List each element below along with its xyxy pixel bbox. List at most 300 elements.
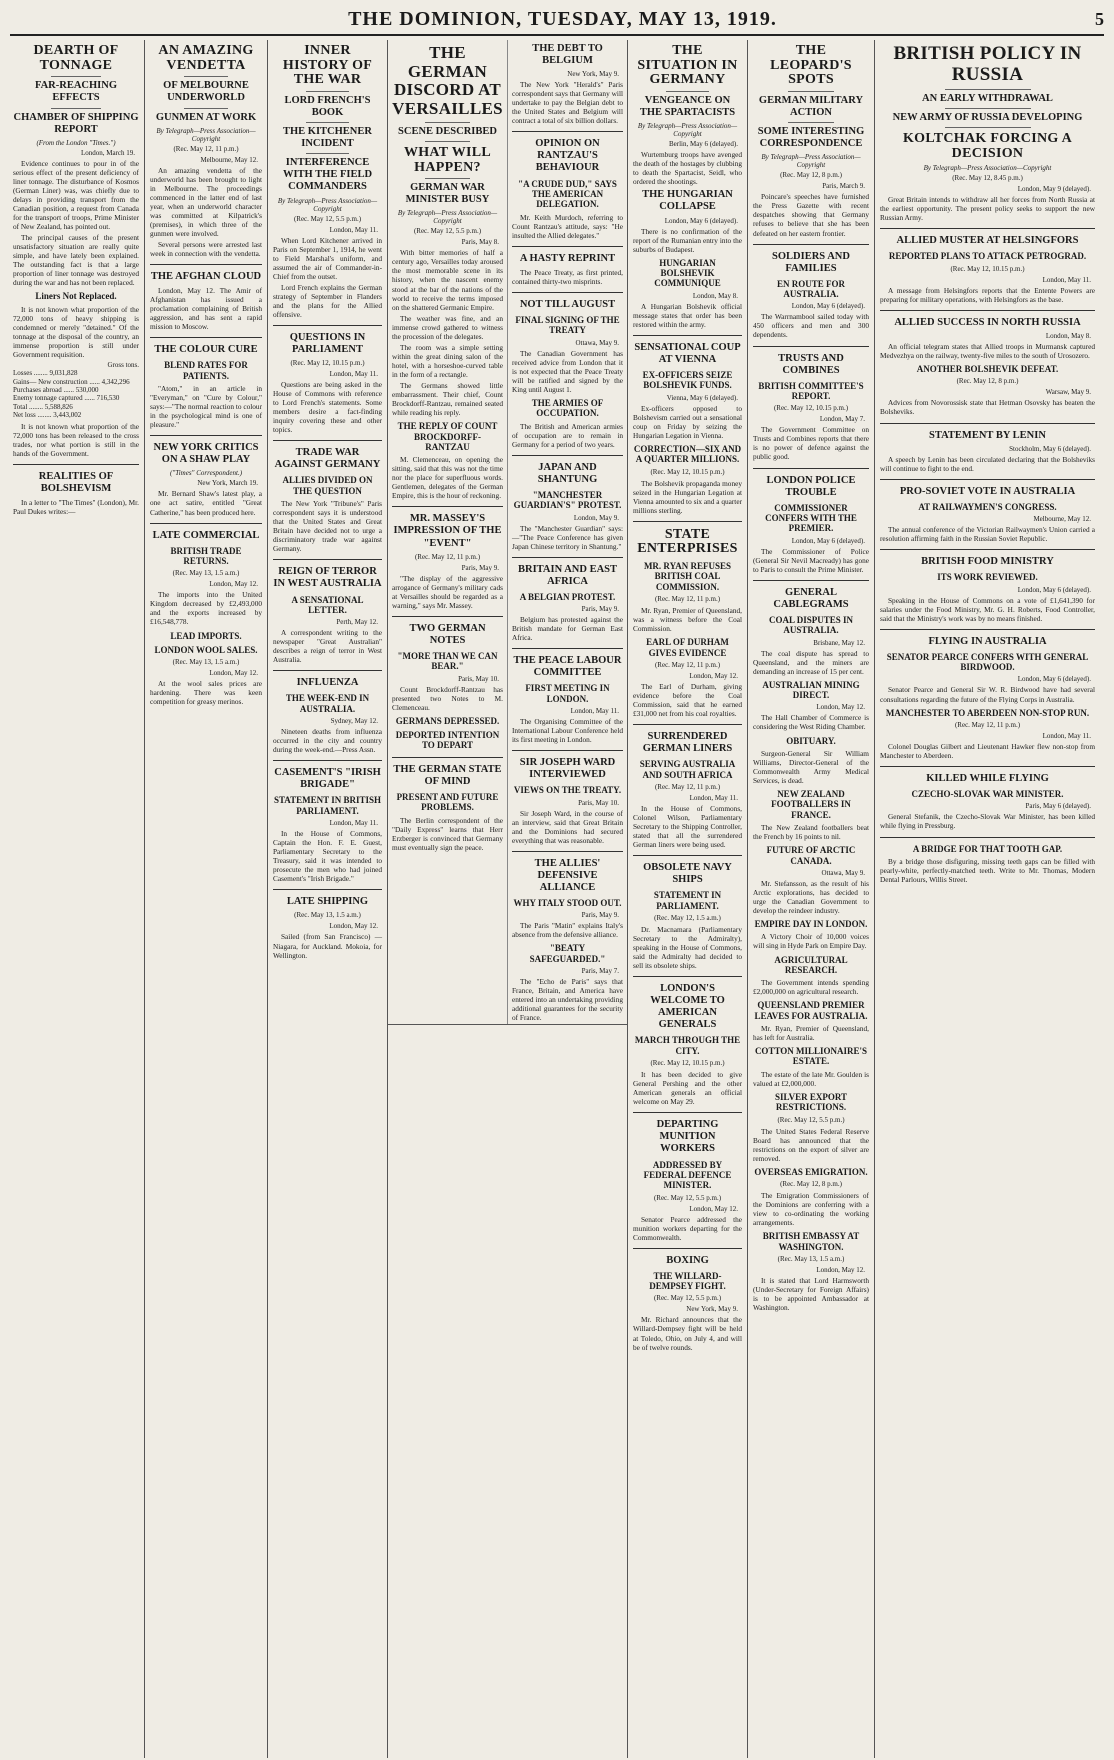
article-paragraph: The Warrnambool sailed today with 450 officers and men and 300 dependents.: [753, 312, 869, 340]
subhead: FINAL SIGNING OF THE TREATY: [515, 314, 620, 336]
headline-hasty-reprint: A HASTY REPRINT: [519, 252, 616, 264]
subhead: BRITISH COMMITTEE'S REPORT.: [758, 380, 864, 401]
dateline: Paris, March 9.: [822, 182, 865, 191]
article-paragraph: With bitter memories of half a century ago, Versailles today aroused the most memorable scene in its history, when the nascent enemy stood at the bar of the nations of the world to receive the terms imposed on the shattered Germanic Empire.: [392, 248, 503, 312]
article-paragraph: In the House of Commons, Colonel Wilson, Parliamentary Secretary to the Shipping Controller, stated that all the surrendered German liners were being used.: [633, 803, 742, 850]
headline-afghan-cloud: THE AFGHAN CLOUD: [150, 271, 262, 283]
received-date: (Rec. May 13, 1.5 a.m.): [172, 569, 240, 578]
dateline: London, May 11.: [1042, 275, 1091, 284]
divider: [150, 337, 262, 338]
divider: [273, 889, 382, 890]
subhead: REPORTED PLANS TO ATTACK PETROGRAD.: [888, 251, 1087, 262]
subhead: SILVER EXPORT RESTRICTIONS.: [774, 1091, 848, 1113]
headline-defensive-alliance: THE ALLIES' DEFENSIVE ALLIANCE: [534, 857, 601, 893]
headline-joseph-ward: SIR JOSEPH WARD INTERVIEWED: [519, 757, 616, 781]
article-paragraph: Great Britain intends to withdraw all her forces from North Russia at the earliest opportunity. The present policy seeks to support the new Russian Army.: [880, 195, 1095, 223]
divider: [666, 91, 710, 92]
received-date: (Rec. May 12, 5.5 p.m.): [293, 214, 362, 223]
headline-japan-shantung: JAPAN AND SHANTUNG: [537, 461, 598, 485]
headline-situation-germany: THE SITUATION IN GERMANY: [637, 43, 738, 88]
article-paragraph: The New York "Herald's" Paris correspondent says that Germany will undertake to pay the Belgian debt to the United States and Belgium will contract a total of six billion dollars.: [512, 80, 623, 126]
article-paragraph: Questions are being asked in the House of Commons with reference to Lord French's statements. Some members desire a fact-finding inquiry covering these and other topics.: [273, 380, 382, 435]
headline-vienna-coup: SENSATIONAL COUP AT VIENNA: [634, 341, 741, 365]
subhead: THE REPLY OF COUNT BROCKDORFF-RANTZAU: [397, 421, 498, 452]
lead-story-top: [388, 40, 627, 1025]
dateline: London, May 12.: [329, 922, 378, 931]
dateline: London, May 12.: [209, 669, 258, 678]
article-paragraph: "Atom," in an article in "Everyman," on "Cure by Colour," says:—"The normal reaction to colour in the psychological mind is one of pleasure.": [150, 384, 262, 430]
table-row: Gains— New construction ...... 4,342,296: [13, 377, 130, 386]
subhead: COMMISSIONER CONFERS WITH THE PREMIER.: [765, 502, 857, 534]
dateline: New York, March 19.: [197, 479, 258, 488]
received-date: (Rec. May 12, 11 p.m.): [173, 144, 239, 153]
subhead: OF MELBOURNE UNDERWORLD: [163, 80, 249, 104]
divider: [633, 976, 742, 977]
subhead: "MORE THAN WE CAN BEAR.": [397, 650, 498, 672]
headline-german-state-of-mind: THE GERMAN STATE OF MIND: [393, 763, 502, 787]
article-paragraph: Count Brockdorff-Rantzau has presented two Notes to M. Clemenceau.: [392, 684, 503, 712]
subhead: A BELGIAN PROTEST.: [519, 591, 616, 602]
article-paragraph: An amazing vendetta of the underworld has been brought to light in Melbourne. The proceedings commenced in the latter end of last year, when an underworld character was committed at Kilpatrick's (premises), in which three of the gunmen were involved.: [150, 165, 262, 238]
credit-line: By Telegraph—Press Association—Copyright: [277, 196, 378, 213]
dateline: London, May 11.: [570, 707, 619, 716]
article-paragraph: Speaking in the House of Commons on a vote of £1,641,390 for salaries under the Food Ministry, Mr. G. H. Roberts, Food Controller, said that the Ministry's work was by no means finished.: [880, 595, 1095, 623]
dateline: Paris, May 10.: [578, 798, 619, 807]
article-paragraph: The Government Committee on Trusts and Combines reports that there is no power of defence against the public good.: [753, 425, 869, 462]
headline-boxing: BOXING: [666, 1254, 709, 1266]
article-paragraph: There is no confirmation of the report of the Rumanian entry into the suburbs of Budapest.: [633, 226, 742, 254]
received-date: (Rec. May 12, 10.15 p.m.): [290, 359, 365, 368]
divider: [273, 440, 382, 441]
subhead: THE WILLARD-DEMPSEY FIGHT.: [649, 1270, 726, 1292]
article-paragraph: Sir Joseph Ward, in the course of an interview, said that Great Britain and the Dominions had secured everything that was reasonable.: [512, 808, 623, 845]
subhead: SOME INTERESTING CORRESPONDENCE: [757, 126, 865, 150]
headline-dearth-of-tonnage: DEARTH OF TONNAGE: [33, 43, 119, 73]
received-date: (Rec. May 12, 5.5 p.m.): [653, 1193, 722, 1202]
column-1: [8, 40, 145, 1758]
dateline: London, May 6 (delayed).: [791, 302, 865, 311]
received-date: (Rec. May 12, 8 p.m.): [780, 1180, 842, 1189]
divider: [184, 108, 229, 109]
article-paragraph: The room was a simple setting within the great dining salon of the hotel, with a horseshoe-curved table in the form of a rectangle.: [392, 342, 503, 379]
article-paragraph: Senator Pearce addressed the munition workers departing for the Commonwealth.: [633, 1214, 742, 1242]
divider: [880, 423, 1095, 424]
article-paragraph: Mr. Ryan, Premier of Queensland, was a witness before the Coal Commission.: [633, 606, 742, 634]
subhead: HUNGARIAN BOLSHEVIK COMMUNIQUE: [654, 257, 721, 289]
received-date: (Rec. May 12, 10.15 p.m.): [650, 1059, 725, 1068]
divider: [51, 76, 101, 77]
received-date: (Rec. May 12, 11 p.m.): [654, 595, 721, 604]
table-row: Gross tons.: [107, 360, 139, 369]
subhead: BLEND RATES FOR PATIENTS.: [164, 360, 248, 381]
headline-leopards-spots: THE LEOPARD'S SPOTS: [770, 43, 852, 88]
headline-obsolete-navy: OBSOLETE NAVY SHIPS: [643, 862, 732, 886]
headline-german-liners: SURRENDERED GERMAN LINERS: [642, 731, 733, 755]
divider: [788, 122, 834, 123]
advertisement-text: By a bridge those disfiguring, missing teeth gaps can be filled with pearly-white, perfectly-matched teeth. Write to Mr. Thomas, Modern Dental Parlours, Willis Street.: [880, 856, 1095, 884]
subhead: DEPORTED INTENTION TO DEPART: [395, 730, 500, 751]
subhead-koltchak: KOLTCHAK FORCING A DECISION: [902, 130, 1073, 161]
divider: [788, 91, 834, 92]
column-4: [388, 40, 628, 1758]
divider: [512, 246, 623, 247]
headline-british-policy-russia: BRITISH POLICY IN RUSSIA: [893, 43, 1082, 85]
dateline: London, May 12.: [816, 703, 865, 712]
subhead-what-will-happen: WHAT WILL HAPPEN?: [403, 144, 492, 175]
lead-story-left: [388, 40, 508, 1024]
subhead: COTTON MILLIONAIRE'S ESTATE.: [754, 1046, 868, 1067]
dateline: London, May 7.: [819, 415, 865, 424]
article-paragraph: The weather was fine, and an immense crowd gathered to witness the procession of the delegates.: [392, 313, 503, 341]
divider: [880, 766, 1095, 767]
subhead: EN ROUTE FOR AUSTRALIA.: [776, 278, 845, 300]
article-paragraph: London, May 12. The Amir of Afghanistan has issued a proclamation complaining of British aggression, and has sent a rapid mission to Moscow.: [150, 286, 262, 332]
subhead: CHAMBER OF SHIPPING REPORT: [13, 111, 139, 135]
headline-general-cablegrams: GENERAL CABLEGRAMS: [773, 586, 849, 610]
divider: [880, 479, 1095, 480]
advertisement-heading: A BRIDGE FOR THAT TOOTH GAP.: [912, 843, 1063, 854]
divider: [512, 750, 623, 751]
received-date: (Rec. May 12, 11 p.m.): [954, 720, 1021, 729]
article-paragraph: Sailed (from San Francisco) — Niagara, for Auckland. Mokoia, for Wellington.: [273, 932, 382, 960]
headline-soldiers-families: SOLDIERS AND FAMILIES: [772, 250, 850, 274]
divider: [880, 629, 1095, 630]
dateline: London, May 12.: [209, 580, 258, 589]
headline-irish-brigade: CASEMENT'S "IRISH BRIGADE": [274, 767, 381, 791]
dateline: London, May 6 (delayed).: [1017, 675, 1091, 684]
headline-massey-impression: MR. MASSEY'S IMPRESSION OF THE "EVENT": [393, 513, 502, 549]
article-paragraph: Several persons were arrested last week in connection with the vendetta.: [150, 239, 262, 258]
dateline: Paris, May 7.: [581, 967, 619, 976]
subhead: VENGEANCE ON THE SPARTACISTS: [639, 95, 736, 119]
section-subhead: Liners Not Replaced.: [35, 291, 117, 302]
divider: [633, 855, 742, 856]
article-paragraph: Belgium has protested against the British mandate for German East Africa.: [512, 615, 623, 643]
divider: [753, 468, 869, 469]
dateline: Stockholm, May 6 (delayed).: [1009, 444, 1091, 453]
article-paragraph: It is not known what proportion of the 72,000 tons of heavy shipping is condemned or merely "detained." Of the tonnage at the disposal of the country, an immense proportion is still under Government requisition.: [13, 304, 139, 359]
divider: [633, 1112, 742, 1113]
headline-american-generals: LONDON'S WELCOME TO AMERICAN GENERALS: [650, 983, 725, 1031]
headline-questions-parliament: QUESTIONS IN PARLIAMENT: [289, 331, 366, 355]
dateline: London, May 11.: [329, 370, 378, 379]
divider: [880, 837, 1095, 838]
subhead: ALLIES DIVIDED ON THE QUESTION: [282, 475, 373, 496]
dateline: London, May 11.: [329, 819, 378, 828]
subhead: FIRST MEETING IN LONDON.: [525, 683, 610, 704]
headline-influenza: INFLUENZA: [296, 677, 359, 689]
article-paragraph: Colonel Douglas Gilbert and Lieutenant Hawker flew non-stop from Manchester to Aberdeen.: [880, 741, 1095, 760]
received-date: (Rec. May 13, 1.5 a.m.): [294, 911, 361, 920]
article-paragraph: The principal causes of the present unsatisfactory situation are really quite simple, and have lately been explained. The outstanding fact is that a large proportion of liner tonnage was destroyed during the war and has not been replaced.: [13, 233, 139, 288]
lead-story-right: [508, 40, 627, 1024]
subhead: FUTURE OF ARCTIC CANADA.: [766, 845, 856, 866]
article-paragraph: A correspondent writing to the newspaper "Great Australian" describes a reign of terror in West Australia.: [273, 628, 382, 665]
received-date: (Rec. May 12, 5.5 p.m.): [653, 1294, 722, 1303]
subhead: EMPIRE DAY IN LONDON.: [754, 919, 868, 930]
article-paragraph: A Hungarian Bolshevik official message states that order has been restored within the army.: [633, 301, 742, 329]
article-paragraph: The Emigration Commissioners of the Dominions are conferring with a view to co-ordinating the working arrangements.: [753, 1191, 869, 1228]
divider: [150, 523, 262, 524]
divider: [392, 757, 503, 758]
divider: [425, 178, 469, 179]
column-5: [628, 40, 748, 1758]
divider: [51, 108, 101, 109]
subhead: COAL DISPUTES IN AUSTRALIA.: [768, 614, 854, 636]
article-paragraph: The annual conference of the Victorian Railwaymen's Union carried a resolution affirming faith in the Russian Soviet Republic.: [880, 525, 1095, 544]
column-7: [875, 40, 1100, 1758]
divider: [425, 141, 469, 142]
article-paragraph: M. Clemenceau, on opening the sitting, said that this was not the time nor the place for superfluous words. Gentlemen, delegates of the German Empire, this is the hour of reckoning.: [392, 455, 503, 501]
divider: [150, 264, 262, 265]
subhead: THE KITCHENER INCIDENT: [283, 126, 372, 150]
article-paragraph: The estate of the late Mr. Goulden is valued at £2,000,000.: [753, 1069, 869, 1088]
headline-helsingfors: ALLIED MUSTER AT HELSINGFORS: [896, 235, 1079, 247]
received-date: (Rec. May 13, 1.5 a.m.): [172, 658, 240, 667]
subhead: AT RAILWAYMEN'S CONGRESS.: [918, 501, 1057, 512]
dateline: London, May 8.: [1045, 331, 1091, 340]
headline-amazing-vendetta: AN AMAZING VENDETTA: [158, 43, 254, 73]
dateline: Ottawa, May 9.: [821, 868, 865, 877]
subhead: AUSTRALIAN MINING DIRECT.: [762, 679, 860, 701]
dateline: Paris, May 10.: [458, 674, 499, 683]
table-row: Purchases abroad ...... 530,000: [13, 386, 99, 395]
dateline: London, May 6 (delayed).: [1017, 585, 1091, 594]
headline-peace-labour: THE PEACE LABOUR COMMITTEE: [513, 655, 622, 679]
columns: [8, 40, 1106, 1758]
article-paragraph: The Peace Treaty, as first printed, contained thirty-two misprints.: [512, 267, 623, 286]
dateline: Brisbane, May 12.: [813, 638, 865, 647]
article-paragraph: It is stated that Lord Harmsworth (Under-Secretary for Foreign Affairs) is to be appointed Ambassador at Washington.: [753, 1275, 869, 1313]
subhead: THE ARMIES OF OCCUPATION.: [531, 397, 604, 419]
article-paragraph: "The display of the aggressive arrogance of Germany's military cads at Versailles should be regarded as a warning," says Mr. Massey.: [392, 573, 503, 610]
article-paragraph: Evidence continues to pour in of the serious effect of the present deficiency of liner tonnage. The disturbance of Kosmos (German Liner) was, was chiefly due to delays in providing transport from the Canadian position, a request from Canada for the transport of troops, Prime Minister of New Zealand, has pointed out.: [13, 158, 139, 231]
headline-two-german-notes: TWO GERMAN NOTES: [409, 622, 486, 646]
article-paragraph: The Canadian Government has received advice from London that it is not expected that the Peace Treaty will be ratified and signed by the King until August 1.: [512, 348, 623, 394]
subhead: OVERSEAS EMIGRATION.: [754, 1166, 868, 1177]
article-paragraph: The Berlin correspondent of the "Daily Express" learns that Herr Erzberger is convinced that Germany must eventually sign the peace.: [392, 815, 503, 852]
divider: [425, 122, 469, 123]
headline-pro-soviet-vote: PRO-SOVIET VOTE IN AUSTRALIA: [899, 485, 1076, 497]
credit-line: (From the London "Times."): [36, 138, 116, 147]
article-paragraph: Mr. Stefansson, as the result of his Arctic explorations, has decided to urge the Canadian Government to develop the reindeer industry.: [753, 878, 869, 916]
divider: [880, 228, 1095, 229]
dateline: London, May 9.: [573, 513, 619, 522]
table-row: Losses ........ 9,031,828: [13, 369, 78, 378]
subhead: STATEMENT IN BRITISH PARLIAMENT.: [273, 795, 382, 816]
subhead: WHY ITALY STOOD OUT.: [513, 898, 622, 909]
headline-german-discord: THE GERMAN DISCORD AT VERSAILLES: [392, 43, 503, 119]
article-paragraph: Nineteen deaths from influenza occurred in the city and country during the week-end.—Press Assn.: [273, 727, 382, 755]
article-paragraph: Lord French explains the German strategy of September in Flanders and the plans for the Allied offensive.: [273, 282, 382, 319]
subhead: NEW ZEALAND FOOTBALLERS IN FRANCE.: [771, 789, 851, 820]
article-paragraph: A message from Helsingfors reports that the Entente Powers are preparing for military operations, with Helsingfors as the base.: [880, 285, 1095, 304]
credit-line: By Telegraph—Press Association—Copyright: [637, 122, 738, 139]
subhead: QUEENSLAND PREMIER LEAVES FOR AUSTRALIA.: [754, 1000, 868, 1021]
subhead: MR. RYAN REFUSES BRITISH COAL COMMISSION.: [643, 561, 732, 592]
subhead: BRITISH EMBASSY AT WASHINGTON.: [762, 1231, 860, 1252]
article-paragraph: The Bolshevik propaganda money seized in the Hungarian Legation at Vienna amounted to six and a quarter millions sterling.: [633, 478, 742, 515]
divider: [13, 464, 139, 465]
article-paragraph: The New York "Tribune's" Paris correspondent says it is understood that the United States and Great Britain have decided not to urge a discriminatory trade war against Germany.: [273, 499, 382, 554]
dateline: London, May 11.: [689, 793, 738, 802]
headline-killed-flying: KILLED WHILE FLYING: [926, 773, 1049, 784]
article-paragraph: The Government intends spending £2,000,000 on agricultural research.: [753, 978, 869, 997]
credit-line: By Telegraph—Press Association—Copyright: [923, 164, 1052, 173]
article-paragraph: When Lord Kitchener arrived in Paris on September 1, 1914, he went to Field Marshal's uniform, and assumed the air of Commander-in-Chief from the outset.: [273, 235, 382, 281]
column-3: [268, 40, 388, 1758]
article-paragraph: The "Echo de Paris" says that France, Britain, and America have entered into an undertaking providing additional guarantees for the security of France.: [512, 977, 623, 1023]
article-paragraph: Wurtemburg troops have avenged the death of the hostages by clubbing to death the Spartacist, Seidl, who ordered the shootings.: [633, 150, 742, 187]
article-paragraph: The Earl of Durham, giving evidence before the Coal Commission, said that he earned £31,000 net from his coal royalties.: [633, 681, 742, 719]
divider: [273, 760, 382, 761]
divider: [753, 580, 869, 581]
divider: [753, 346, 869, 347]
subhead: LEAD IMPORTS.: [170, 630, 242, 641]
article-paragraph: The Organising Committee of the International Labour Conference held its first meeting in London.: [512, 717, 623, 745]
table-row: Total ........ 5,588,826: [13, 402, 73, 411]
subhead: SCENE DESCRIBED: [398, 125, 497, 137]
divider: [273, 559, 382, 560]
subhead: "MANCHESTER GUARDIAN'S" PROTEST.: [513, 489, 622, 511]
dateline: New York, May 9.: [567, 70, 619, 79]
dateline: London, May 11.: [329, 225, 378, 234]
received-date: (Rec. May 12, 1.5 a.m.): [654, 913, 721, 922]
subhead: FAR-REACHING EFFECTS: [34, 80, 118, 104]
subhead: GERMAN MILITARY ACTION: [758, 95, 864, 119]
divider: [753, 244, 869, 245]
dateline: London, May 6 (delayed).: [664, 216, 738, 225]
received-date: (Rec. May 12, 8 p.m.): [780, 171, 842, 180]
article-paragraph: A Victory Choir of 10,000 voices will sing in Hyde Park on Empire Day.: [753, 932, 869, 951]
headline-late-shipping: LATE SHIPPING: [286, 896, 369, 908]
article-paragraph: The British and American armies of occupation are to remain in Germany for a period of two years.: [512, 421, 623, 449]
dateline: Vienna, May 6 (delayed).: [666, 393, 738, 402]
subhead: OBITUARY.: [786, 735, 836, 746]
dateline: London, May 11.: [1042, 731, 1091, 740]
headline-trusts-combines: TRUSTS AND COMBINES: [778, 352, 844, 376]
divider: [633, 521, 742, 522]
headline-realities-of-bolshevism: REALITIES OF BOLSHEVISM: [38, 470, 114, 494]
dateline: Melbourne, May 12.: [200, 155, 258, 164]
headline-late-commercial: LATE COMMERCIAL: [152, 529, 260, 541]
headline-debt-to-belgium: THE DEBT TO BELGIUM: [532, 43, 603, 67]
article-paragraph: The coal dispute has spread to Queensland, and the miners are demanding an increase of 15 per cent.: [753, 648, 869, 676]
headline-not-till-august: NOT TILL AUGUST: [519, 298, 616, 310]
divider: [945, 89, 1031, 90]
article-paragraph: The Paris "Matin" explains Italy's absence from the defensive alliance.: [512, 921, 623, 940]
dateline: Melbourne, May 12.: [1033, 515, 1091, 524]
masthead: [10, 4, 1104, 36]
headline-flying-australia: FLYING IN AUSTRALIA: [928, 635, 1047, 647]
divider: [880, 310, 1095, 311]
article-paragraph: In the House of Commons, Captain the Hon. F. E. Guest, Parliamentary Secretary to the Treasury, said it was intended to prosecute the men who had joined Casement's "Irish Brigade.": [273, 829, 382, 884]
received-date: (Rec. May 12, 11 p.m.): [414, 552, 481, 561]
subhead: "BEATY SAFEGUARDED.": [529, 943, 606, 964]
divider: [512, 557, 623, 558]
divider: [273, 325, 382, 326]
divider: [512, 292, 623, 293]
dateline: Paris, May 8.: [461, 238, 499, 247]
subhead: LORD FRENCH'S BOOK: [284, 95, 371, 119]
divider: [512, 131, 623, 132]
headline-colour-cure: THE COLOUR CURE: [154, 344, 258, 356]
dateline: London, May 12.: [816, 1265, 865, 1274]
subhead: MANCHESTER TO ABERDEEN NON-STOP RUN.: [885, 707, 1090, 718]
divider: [150, 435, 262, 436]
credit-line: By Telegraph—Press Association—Copyright: [761, 153, 861, 170]
page-number: 5: [1094, 8, 1104, 29]
divider: [633, 1248, 742, 1249]
article-paragraph: Senator Pearce and General Sir W. R. Birdwood have had several consultations regarding the future of the Flying Corps in Australia.: [880, 685, 1095, 704]
dateline: London, March 19.: [80, 148, 135, 157]
article-paragraph: The "Manchester Guardian" says:—"The Peace Conference has given Japan Chinese territory in Shantung.": [512, 523, 623, 551]
table-row: Enemy tonnage captured ...... 716,530: [13, 394, 120, 403]
subhead: GERMANS DEPRESSED.: [395, 715, 500, 726]
subhead: PRESENT AND FUTURE PROBLEMS.: [396, 791, 499, 813]
headline-inner-history: INNER HISTORY OF THE WAR: [282, 43, 373, 88]
article-paragraph: Poincare's speeches have furnished the Press Gazette with recent despatches showing that Germany refuses to believe that she has been defeated on her eastern frontier.: [753, 192, 869, 238]
subhead: ITS WORK REVIEWED.: [937, 572, 1038, 583]
subhead: ANOTHER BOLSHEVIK DEFEAT.: [916, 364, 1059, 375]
dateline: Paris, May 6 (delayed).: [1025, 802, 1091, 811]
credit-line: By Telegraph—Press Association—Copyright: [397, 209, 498, 226]
subhead: VIEWS ON THE TREATY.: [513, 785, 622, 796]
dateline: Paris, May 9.: [581, 911, 619, 920]
divider: [306, 91, 350, 92]
subhead: A SENSATIONAL LETTER.: [291, 594, 364, 615]
article-paragraph: Ex-officers opposed to Bolshevism carried out a sensational coup on Friday by seizing the Hungarian Legation in Vienna.: [633, 403, 742, 440]
received-date: (Rec. May 12, 10.15 p.m.): [650, 467, 725, 476]
subhead: GUNMEN AT WORK: [155, 111, 257, 123]
subhead: CZECHO-SLOVAK WAR MINISTER.: [911, 789, 1064, 800]
subhead: ADDRESSED BY FEDERAL DEFENCE MINISTER.: [643, 1159, 732, 1191]
article-paragraph: The Germans showed little embarrassment. Their chief, Count Brockdorff-Rantzau, remained seated while reading his reply.: [392, 380, 503, 418]
dateline: Ottawa, May 9.: [575, 338, 619, 347]
received-date: (Rec. May 12, 5.5 p.m.): [777, 1115, 845, 1124]
subhead: AGRICULTURAL RESEARCH.: [774, 954, 848, 975]
dateline: London, May 12.: [689, 671, 738, 680]
table-row: Net loss ........ 3,443,002: [13, 411, 82, 420]
dateline: London, May 12.: [689, 1204, 738, 1213]
divider: [306, 122, 350, 123]
subhead: BRITISH TRADE RETURNS.: [170, 545, 242, 566]
article-paragraph: Mr. Keith Murdoch, referring to Count Rantzau's attitude, says: "He insulted the Allied delegates.": [512, 212, 623, 240]
divider: [633, 724, 742, 725]
dateline: Berlin, May 6 (delayed).: [668, 140, 738, 149]
headline-munition-workers: DEPARTING MUNITION WORKERS: [656, 1119, 719, 1155]
dateline: Sydney, May 12.: [330, 717, 378, 726]
subhead: MARCH THROUGH THE CITY.: [634, 1035, 741, 1056]
subhead: SERVING AUSTRALIA AND SOUTH AFRICA: [639, 759, 736, 780]
dateline: Paris, May 9.: [581, 605, 619, 614]
article-paragraph: Advices from Novorossisk state that Hetman Osovsky has beaten the Bolsheviks.: [880, 398, 1095, 417]
headline-rantzau-behaviour: OPINION ON RANTZAU'S BEHAVIOUR: [535, 138, 600, 174]
received-date: (Rec. May 12, 5.5 p.m.): [413, 227, 482, 236]
divider: [273, 670, 382, 671]
divider: [880, 549, 1095, 550]
article-paragraph: The imports into the United Kingdom decreased by £2,493,000 and the exports increased by £16,548,778.: [150, 590, 262, 627]
subhead: EARL OF DURHAM GIVES EVIDENCE: [646, 637, 729, 658]
divider: [306, 153, 350, 154]
subhead: GERMAN WAR MINISTER BUSY: [405, 182, 490, 206]
article-paragraph: The United States Federal Reserve Board has announced that the restrictions on the export of silver are removed.: [753, 1126, 869, 1163]
subhead: INTERFERENCE WITH THE FIELD COMMANDERS: [282, 157, 373, 193]
subhead: STATEMENT IN PARLIAMENT.: [653, 890, 722, 911]
received-date: (Rec. May 12, 8 p.m.): [956, 377, 1019, 386]
subhead: "A CRUDE DUD," SAYS THE AMERICAN DELEGATION.: [518, 178, 617, 210]
article-paragraph: Surgeon-General Sir William Williams, Director-General of the Commonwealth Army Medical Services, is dead.: [753, 748, 869, 786]
